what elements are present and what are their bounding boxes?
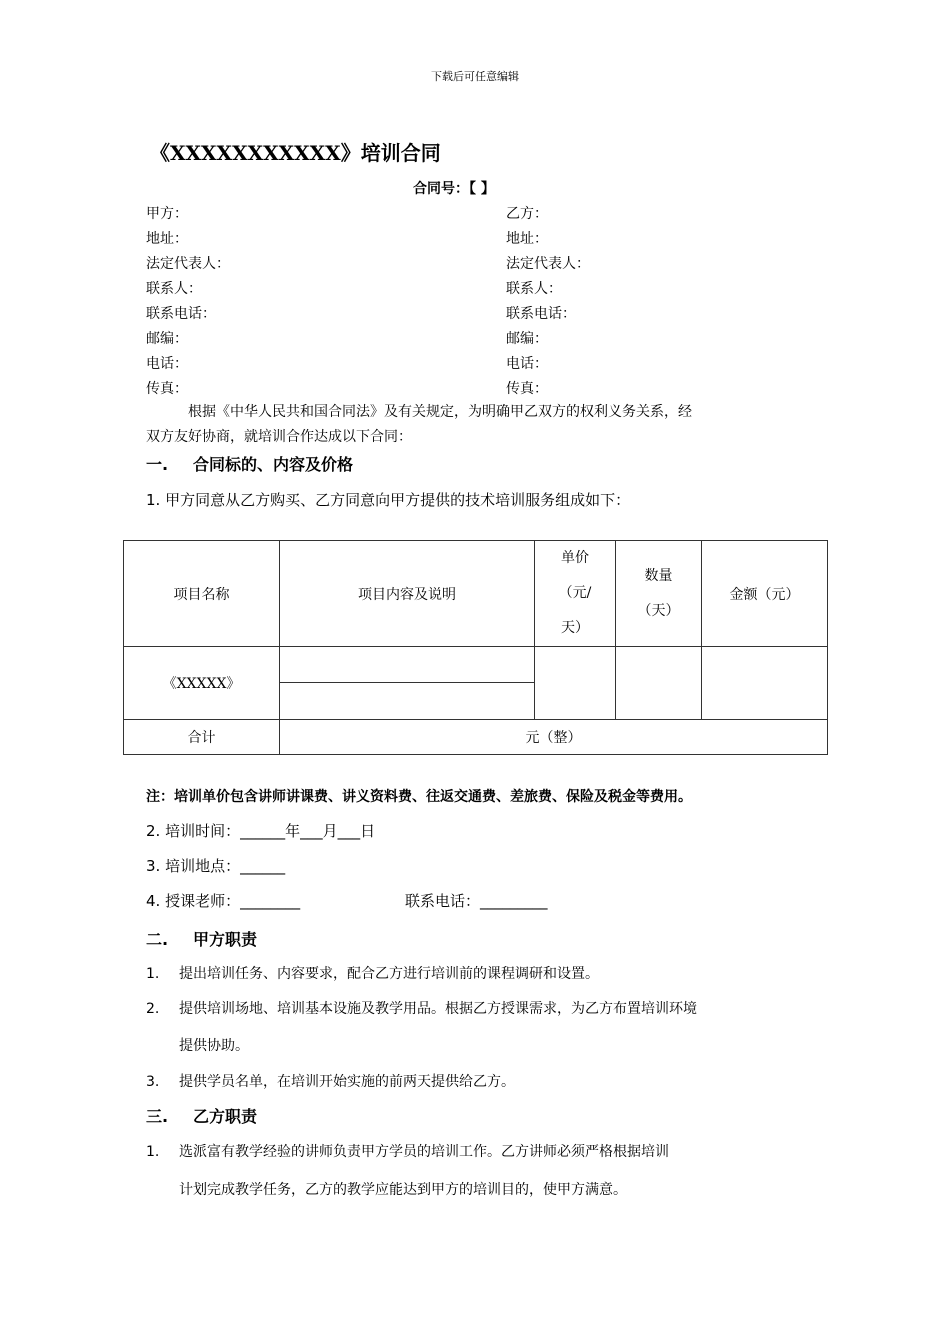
party-b-fax: 传真： <box>506 381 548 397</box>
table-row <box>124 647 828 683</box>
section-1-item-1: 1. 甲方同意从乙方购买、乙方同意向甲方提供的技术培训服务组成如下： <box>146 491 631 509</box>
col-header-desc: 项目内容及说明 <box>280 541 535 647</box>
section-1-item-2: 2. 培训时间：______年___月___日 <box>146 822 376 840</box>
party-a-postcode: 邮编： <box>146 331 188 347</box>
teacher-phone: 联系电话：_________ <box>405 892 548 910</box>
party-a-fax: 传真： <box>146 381 188 397</box>
intro-line-1: 根据《中华人民共和国合同法》及有关规定，为明确甲乙双方的权利义务关系，经 <box>188 404 692 420</box>
list-text: 提供学员名单，在培训开始实施的前两天提供给乙方。 <box>179 1074 515 1090</box>
party-b-contact-phone: 联系电话： <box>506 306 576 322</box>
section-1-number: 一. <box>146 455 169 474</box>
unit-price-line-2: （元/ <box>558 585 592 601</box>
row-amount-cell <box>702 647 828 720</box>
list-number: 2. <box>146 1001 160 1017</box>
section-3-item-1 <box>146 1141 669 1161</box>
section-1-title: 合同标的、内容及价格 <box>193 455 354 474</box>
unit-price-line-3: 天） <box>561 620 589 636</box>
section-2-item-2-cont: 提供协助。 <box>179 1038 249 1054</box>
items-table <box>123 540 828 755</box>
quantity-line-1: 数量 <box>644 567 673 584</box>
col-header-name: 项目名称 <box>124 541 280 647</box>
party-b-legal-rep: 法定代表人： <box>506 256 590 272</box>
section-3-item-1-cont: 计划完成教学任务，乙方的教学应能达到甲方的培训目的，使甲方满意。 <box>179 1182 627 1198</box>
col-header-amount: 金额（元） <box>702 541 828 647</box>
section-1-item-4: 4. 授课老师：________ <box>146 892 301 910</box>
total-label: 合计 <box>124 720 280 755</box>
row-desc-cell-2 <box>280 683 535 720</box>
table-total-row <box>124 720 828 755</box>
party-a-phone: 电话： <box>146 356 188 372</box>
section-2-title: 甲方职责 <box>193 930 258 949</box>
list-number: 1. <box>146 966 160 982</box>
list-number: 1. <box>146 1144 160 1160</box>
section-3-number: 三. <box>146 1107 169 1126</box>
header-note: 下载后可任意编辑 <box>431 70 519 83</box>
total-value: 元（整） <box>280 720 828 755</box>
row-quantity-cell <box>616 647 702 720</box>
section-3-heading <box>146 1104 257 1127</box>
document-title: 《XXXXXXXXXXX》培训合同 <box>150 141 441 165</box>
quantity-line-2: （天） <box>637 602 680 619</box>
contract-number: 合同号：【 】 <box>413 181 495 197</box>
list-number: 3. <box>146 1074 160 1090</box>
section-3-title: 乙方职责 <box>193 1107 258 1126</box>
row-unit-price-cell <box>535 647 616 720</box>
section-2-item-2 <box>146 998 697 1018</box>
section-2-item-3 <box>146 1071 515 1091</box>
row-desc-cell-1 <box>280 647 535 683</box>
party-a-name: 甲方： <box>146 206 188 222</box>
intro-line-2: 双方友好协商，就培训合作达成以下合同： <box>146 429 412 445</box>
list-text: 提出培训任务、内容要求，配合乙方进行培训前的课程调研和设置。 <box>179 966 599 982</box>
col-header-quantity <box>616 541 702 647</box>
section-1-heading <box>146 452 353 475</box>
table-header-row <box>124 541 828 647</box>
party-b-address: 地址： <box>506 231 548 247</box>
party-a-contact: 联系人： <box>146 281 202 297</box>
list-text: 选派富有教学经验的讲师负责甲方学员的培训工作。乙方讲师必须严格根据培训 <box>179 1144 669 1160</box>
col-header-unit-price <box>535 541 616 647</box>
party-b-name: 乙方： <box>506 206 548 222</box>
section-2-number: 二. <box>146 930 169 949</box>
party-a-legal-rep: 法定代表人： <box>146 256 230 272</box>
price-note: 注：培训单价包含讲师讲课费、讲义资料费、往返交通费、差旅费、保险及税金等费用。 <box>146 789 692 805</box>
section-2-heading <box>146 927 257 950</box>
section-2-item-1 <box>146 963 599 983</box>
party-a-contact-phone: 联系电话： <box>146 306 216 322</box>
unit-price-line-1: 单价 <box>561 550 589 566</box>
party-b-phone: 电话： <box>506 356 548 372</box>
list-text: 提供培训场地、培训基本设施及教学用品。根据乙方授课需求，为乙方布置培训环境 <box>179 1001 697 1017</box>
section-1-item-3: 3. 培训地点：______ <box>146 857 286 875</box>
party-b-contact: 联系人： <box>506 281 562 297</box>
party-b-postcode: 邮编： <box>506 331 548 347</box>
party-a-address: 地址： <box>146 231 188 247</box>
row-item-name: 《XXXXX》 <box>124 647 280 720</box>
